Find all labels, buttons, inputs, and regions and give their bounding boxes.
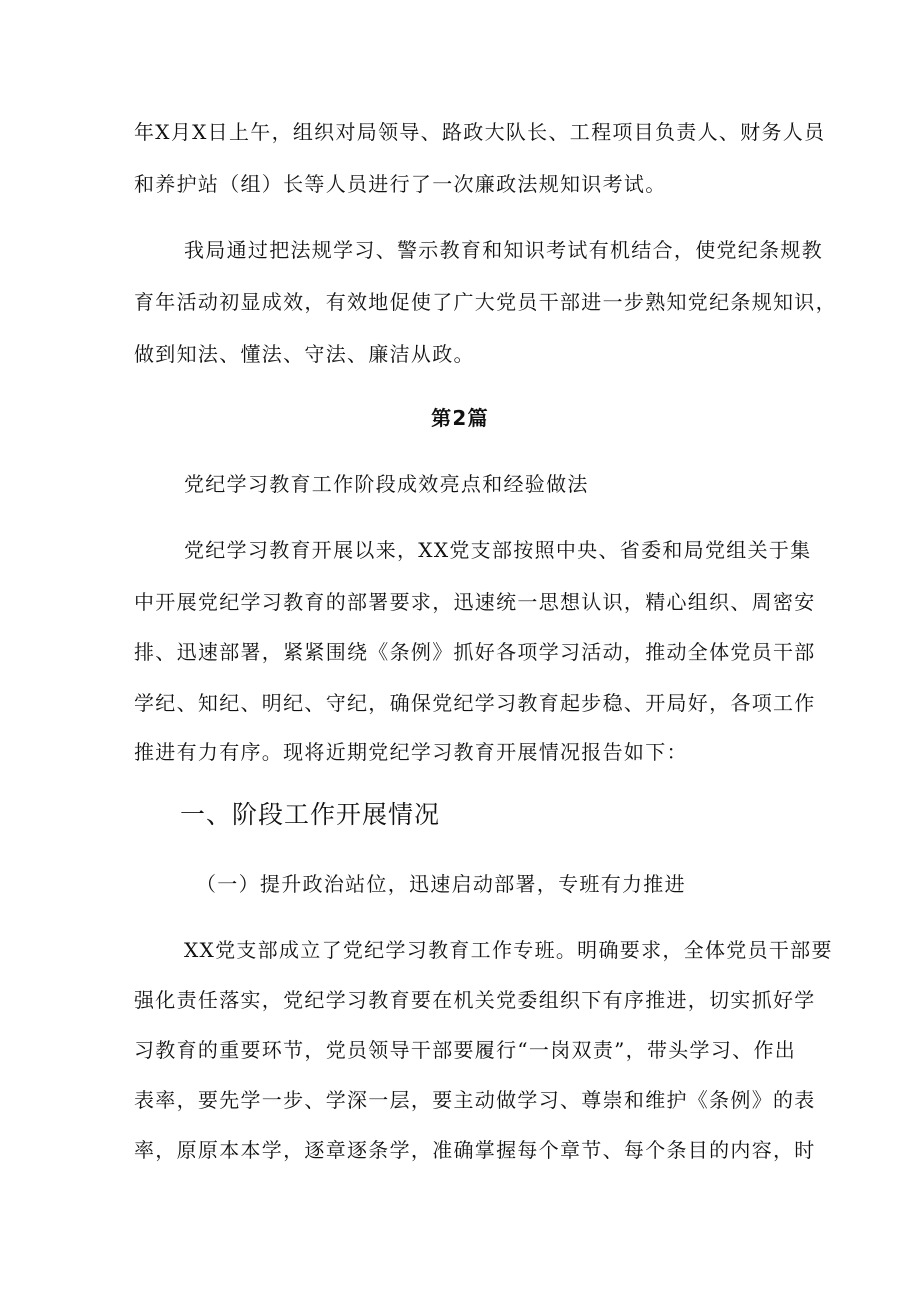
section-label: 第2篇 (431, 406, 489, 430)
paragraph-4-line-2: 强化责任落实，党纪学习教育要在机关党委组织下有序推进，切实抓好学 (134, 988, 816, 1012)
heading-1: 一、阶段工作开展情况 (180, 800, 441, 829)
paragraph-4-line-3: 习教育的重要环节，党员领导干部要履行“一岗双责”，带头学习、作出 (134, 1038, 797, 1062)
paragraph-3-line-5: 推进有力有序。现将近期党纪学习教育开展情况报告如下： (134, 740, 688, 764)
paragraph-2-line-2: 育年活动初显成效，有效地促使了广大党员干部进一步熟知党纪条规知识， (134, 290, 837, 314)
paragraph-1-line-2: 和养护站（组）长等人员进行了一次廉政法规知识考试。 (134, 172, 667, 196)
paragraph-3-line-1: 党纪学习教育开展以来，XX党支部按照中央、省委和局党组关于集 (184, 538, 812, 562)
paragraph-2-line-3: 做到知法、懂法、守法、廉洁从政。 (134, 342, 475, 366)
paragraph-3-line-3: 排、迅速部署，紧紧围绕《条例》抓好各项学习活动，推动全体党员干部 (134, 640, 816, 664)
paragraph-1-line-1: 年X月X日上午，组织对局领导、路政大队长、工程项目负责人、财务人员 (134, 120, 826, 144)
paragraph-3-line-2: 中开展党纪学习教育的部署要求，迅速统一思想认识，精心组织、周密安 (134, 590, 816, 614)
paragraph-2-line-1: 我局通过把法规学习、警示教育和知识考试有机结合，使党纪条规教 (184, 238, 823, 262)
article-title: 党纪学习教育工作阶段成效亮点和经验做法 (184, 472, 589, 496)
paragraph-3-line-4: 学纪、知纪、明纪、守纪，确保党纪学习教育起步稳、开局好，各项工作 (134, 691, 816, 715)
paragraph-4-line-5: 率，原原本本学，逐章逐条学，准确掌握每个章节、每个条目的内容，时 (134, 1138, 816, 1162)
subheading-1: （一）提升政治站位，迅速启动部署，专班有力推进 (196, 872, 686, 896)
paragraph-4-line-1: XX党支部成立了党纪学习教育工作专班。明确要求，全体党员干部要 (184, 938, 833, 962)
paragraph-4-line-4: 表率，要先学一步、学深一层，要主动做学习、尊崇和维护《条例》的表 (134, 1088, 816, 1112)
